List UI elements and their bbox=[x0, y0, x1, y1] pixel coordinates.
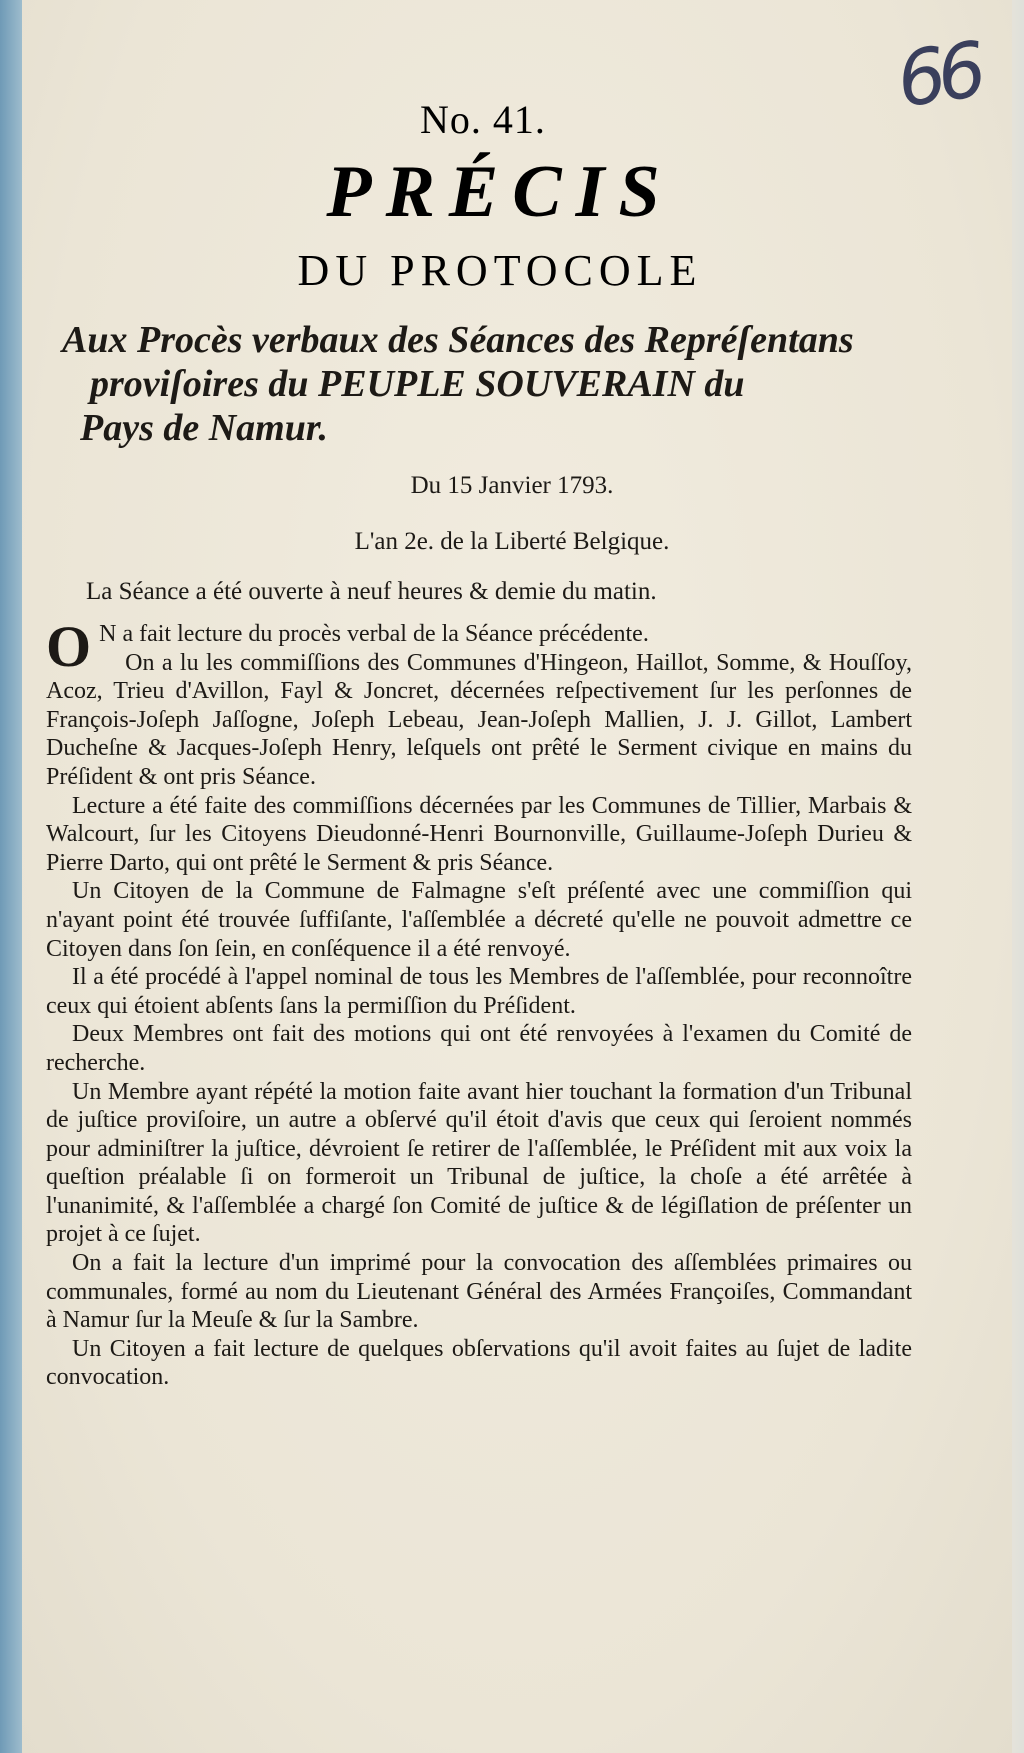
session-date: Du 15 Janvier 1793. bbox=[410, 472, 614, 499]
drop-cap: O bbox=[46, 614, 92, 679]
handwritten-folio-number: 66 bbox=[891, 25, 984, 125]
heading-line-2: proviſoires du PEUPLE SOUVERAIN du bbox=[90, 363, 745, 405]
paragraph-1 bbox=[46, 614, 912, 679]
paragraph-6: Deux Membres ont fait des motions qui ont été renvoyées à l'examen du Comité de recherche. bbox=[46, 1021, 912, 1076]
heading-line-1: Aux Procès verbaux des Séances des Repréſentans bbox=[62, 319, 854, 361]
document-heading bbox=[62, 318, 922, 450]
paragraph-5: Il a été procédé à l'appel nominal de tous les Membres de l'aſſemblée, pour reconnoître ceux qui étoient abſents ſans la permiſſion du Préſident. bbox=[46, 964, 912, 1019]
document-subtitle: DU PROTOCOLE bbox=[297, 246, 703, 295]
liberty-year: L'an 2e. de la Liberté Belgique. bbox=[354, 528, 670, 555]
protocol-body bbox=[46, 614, 912, 1392]
paragraph-9: Un Citoyen a fait lecture de quelques obſervations qu'il avoit faites au ſujet de ladite convocation. bbox=[46, 1335, 912, 1391]
paragraph-8: On a fait la lecture d'un imprimé pour la convocation des aſſemblées primaires ou communales, formé au nom du Lieutenant Général des Armées Françoiſes, Commandant à Namur ſur la Meuſe & ſur la Sambre. bbox=[46, 1250, 912, 1334]
document-title: PRÉCIS bbox=[326, 151, 674, 233]
document-number: No. 41. bbox=[420, 97, 546, 142]
heading-line-3: Pays de Namur. bbox=[80, 407, 329, 449]
session-opening: La Séance a été ouverte à neuf heures & demie du matin. bbox=[86, 578, 657, 605]
page-edge bbox=[0, 0, 22, 1753]
paragraph-4: Un Citoyen de la Commune de Falmagne s'eſt préſenté avec une commiſſion qui n'ayant point été trouvée ſuffiſante, l'aſſemblée a décreté qu'elle ne pouvoit admettre ce Citoyen dans ſon ſein, en conſéquence il a été renvoyé. bbox=[46, 878, 912, 962]
paragraph-text: N a fait lecture du procès verbal de la Séance précédente. bbox=[99, 621, 649, 647]
paragraph-7: Un Membre ayant répété la motion faite avant hier touchant la formation d'un Tribunal de juſtice proviſoire, un autre a obſervé qu'il étoit d'avis que ceux qui ſeroient nommés pour adminiſtrer la juſtice, dévroient ſe retirer de l'aſſemblée, le Préſident mit aux voix la queſtion préalable ſi on formeroit un Tribunal de juſtice, la choſe a été arrêtée à l'unanimité, & l'aſſemblée a chargé ſon Comité de juſtice & de légiſlation de préſenter un projet à ce ſujet. bbox=[46, 1078, 912, 1248]
paragraph-3: Lecture a été faite des commiſſions décernées par les Communes de Tillier, Marbais & Walcourt, ſur les Citoyens Dieudonné-Henri Bournonville, Guillaume-Joſeph Durieu & Pierre Darto, qui ont prêté le Serment & pris Séance. bbox=[46, 792, 912, 876]
paragraph-2: On a lu les commiſſions des Communes d'Hingeon, Haillot, Somme, & Houſſoy, Acoz, Trieu d'Avillon, Fayl & Joncret, décernées reſpectivement ſur les perſonnes de François-Joſeph Jaſſogne, Joſeph Lebeau, Jean-Joſeph Mallien, J. J. Gillot, Lambert Ducheſne & Jacques-Joſeph Henry, leſquels ont prêté le Serment civique en mains du Préſident & ont pris Séance. bbox=[46, 649, 912, 790]
